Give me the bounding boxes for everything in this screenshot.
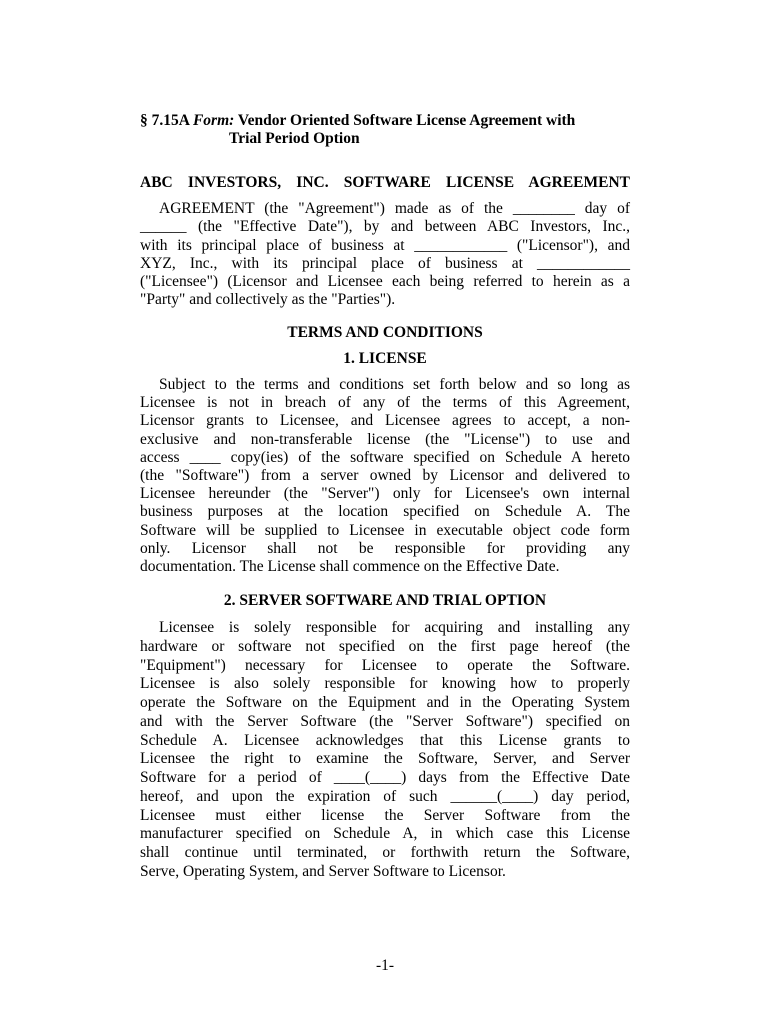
paragraph-line: Schedule A. Licensee acknowledges that this License grants to: [140, 731, 630, 749]
paragraph-line: manufacturer specified on Schedule A, in which case this License: [140, 825, 630, 843]
paragraph-line: shall continue until terminated, or forthwith return the Software,: [140, 844, 630, 861]
paragraph-line: Licensee the right to examine the Software, Server, and Server: [140, 750, 630, 768]
paragraph-line: only. Licensor shall not be responsible for providing any: [140, 539, 630, 557]
page-number: -1-: [375, 957, 395, 974]
paragraph-line: Licensee must either license the Server Software from the: [140, 806, 630, 824]
section-2-heading: [140, 592, 630, 610]
paragraph-line: and with the Server Software (the "Server Software") specified on: [140, 712, 630, 730]
section-2-heading-text: 2. SERVER SOFTWARE AND TRIAL OPTION: [223, 592, 547, 609]
agreement-title: [140, 174, 630, 192]
paragraph-line: Serve, Operating System, and Server Software to Licensor.: [140, 862, 506, 880]
paragraph-line: documentation. The License shall commence on the Effective Date.: [140, 557, 560, 575]
title-line-2: Trial Period Option: [229, 130, 360, 148]
section-number: § 7.15A: [140, 112, 193, 129]
paragraph-line: Licensee is also solely responsible for knowing how to properly: [140, 675, 630, 693]
paragraph-line: ("Licensee") (Licensor and Licensee each being referred to herein as a: [140, 273, 630, 291]
terms-heading-text: TERMS AND CONDITIONS: [287, 324, 483, 341]
intro-paragraph: [140, 200, 630, 310]
paragraph-line: access ____ copy(ies) of the software specified on Schedule A hereto: [140, 448, 630, 466]
form-label: Form:: [192, 112, 235, 129]
paragraph-line: hereof, and upon the expiration of such ______(____) day period,: [140, 787, 630, 805]
agreement-title-text: ABC INVESTORS, INC. SOFTWARE LICENSE AGREEMENT: [140, 174, 630, 191]
paragraph-line: Licensee is not in breach of any of the terms of this Agreement,: [140, 394, 630, 412]
paragraph-line: Licensor grants to Licensee, and Licensee agrees to accept, a non-: [140, 412, 630, 430]
document-title: [140, 112, 630, 149]
terms-heading: [140, 324, 630, 342]
paragraph-line: operate the Software on the Equipment and in the Operating System: [140, 694, 630, 711]
paragraph-line: exclusive and non-transferable license (the "License") to use and: [140, 430, 630, 448]
paragraph-line: Licensee is solely responsible for acquiring and installing any: [159, 619, 630, 636]
paragraph-line: Licensee hereunder (the "Server") only for Licensee's own internal: [140, 485, 630, 503]
paragraph-line: "Equipment") necessary for Licensee to operate the Software.: [140, 656, 630, 674]
title-line-1: [140, 112, 630, 130]
paragraph-line: Software will be supplied to Licensee in executable object code form: [140, 521, 630, 539]
section-1-heading-text: 1. LICENSE: [343, 350, 427, 367]
paragraph-line: (the "Software") from a server owned by Licensor and delivered to: [140, 466, 630, 484]
paragraph-line: with its principal place of business at ____________ ("Licensor"), and: [140, 236, 630, 254]
section-2-paragraph: [140, 619, 630, 882]
paragraph-line: "Party" and collectively as the "Parties").: [140, 291, 396, 309]
paragraph-line: hardware or software not specified on the first page hereof (the: [140, 637, 630, 655]
title-text: Vendor Oriented Software License Agreement with: [234, 112, 576, 129]
section-1-heading: [140, 350, 630, 368]
section-1-paragraph: [140, 376, 630, 576]
paragraph-line: Subject to the terms and conditions set forth below and so long as: [159, 376, 630, 393]
paragraph-line: business purposes at the location specified on Schedule A. The: [140, 503, 630, 521]
paragraph-line: XYZ, Inc., with its principal place of business at ____________: [140, 254, 630, 272]
paragraph-line: ______ (the "Effective Date"), by and between ABC Investors, Inc.,: [140, 218, 630, 236]
paragraph-line: Software for a period of ____(____) days from the Effective Date: [140, 769, 630, 786]
paragraph-line: AGREEMENT (the "Agreement") made as of the ________ day of: [159, 200, 630, 217]
